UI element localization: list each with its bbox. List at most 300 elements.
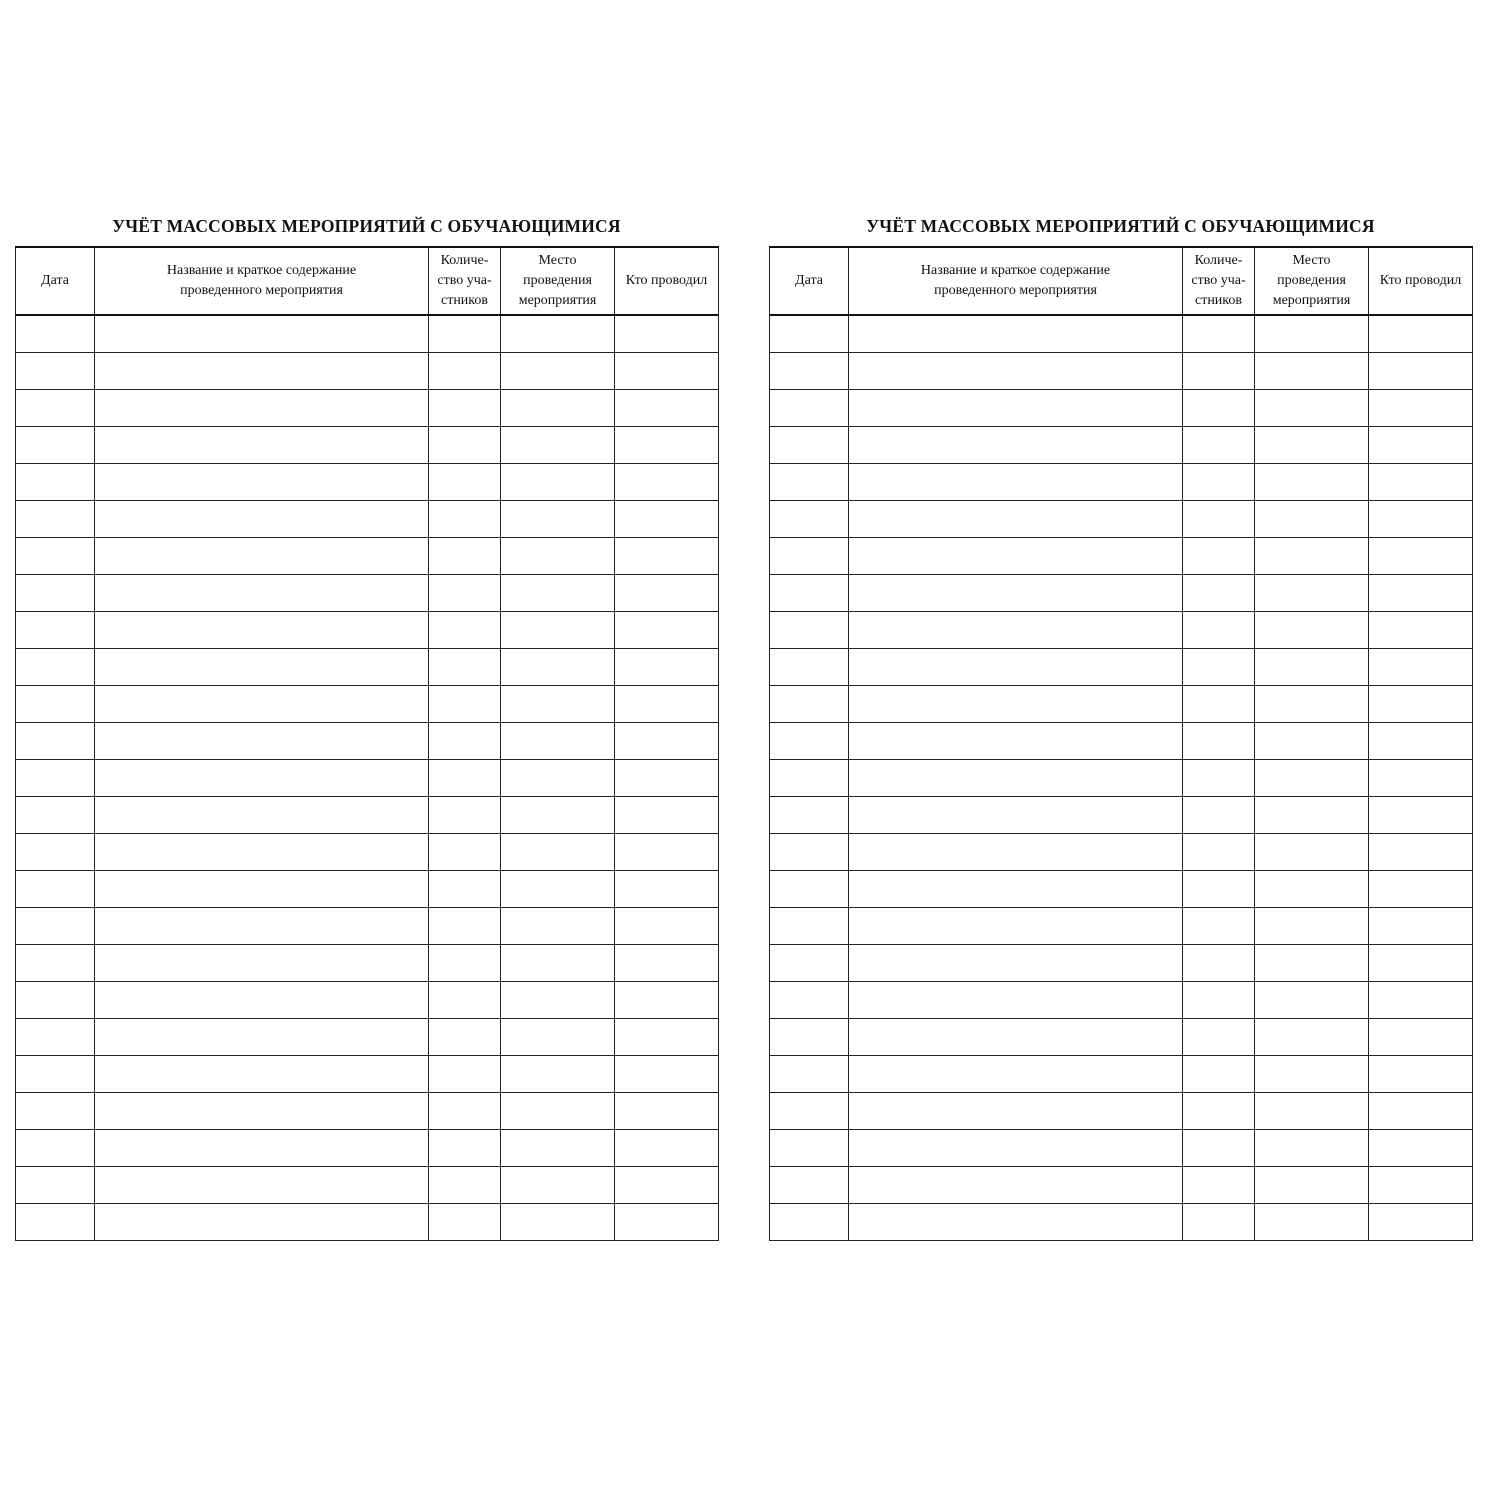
participants-cell[interactable] [429, 1018, 501, 1055]
event-name-cell[interactable] [95, 426, 429, 463]
conducted-by-cell[interactable] [1369, 648, 1473, 685]
event-name-cell[interactable] [95, 944, 429, 981]
date-cell[interactable] [16, 648, 95, 685]
table-row [770, 500, 1473, 537]
conducted-by-cell[interactable] [1369, 389, 1473, 426]
table-row [16, 944, 719, 981]
venue-cell[interactable] [501, 981, 615, 1018]
venue-cell[interactable] [501, 1055, 615, 1092]
event-name-cell[interactable] [849, 1203, 1183, 1240]
participants-cell[interactable] [1183, 833, 1255, 870]
column-header-participants: Количе- ство уча- стников [429, 247, 501, 315]
event-name-cell[interactable] [95, 315, 429, 352]
conducted-by-cell[interactable] [615, 722, 719, 759]
date-cell[interactable] [770, 1166, 849, 1203]
table-row [16, 611, 719, 648]
table-row [16, 1055, 719, 1092]
conducted-by-cell[interactable] [1369, 611, 1473, 648]
table-row [770, 352, 1473, 389]
event-name-cell[interactable] [95, 722, 429, 759]
date-cell[interactable] [770, 907, 849, 944]
venue-cell[interactable] [1255, 389, 1369, 426]
conducted-by-cell[interactable] [615, 1129, 719, 1166]
date-cell[interactable] [16, 315, 95, 352]
table-row [16, 537, 719, 574]
date-cell[interactable] [770, 315, 849, 352]
conducted-by-cell[interactable] [1369, 1055, 1473, 1092]
date-cell[interactable] [770, 1129, 849, 1166]
venue-cell[interactable] [1255, 870, 1369, 907]
event-name-cell[interactable] [95, 574, 429, 611]
event-name-cell[interactable] [849, 1092, 1183, 1129]
table-row [16, 1092, 719, 1129]
participants-cell[interactable] [429, 611, 501, 648]
events-register-table [769, 246, 1473, 1241]
event-name-cell[interactable] [849, 870, 1183, 907]
venue-cell[interactable] [501, 463, 615, 500]
date-cell[interactable] [16, 500, 95, 537]
date-cell[interactable] [770, 611, 849, 648]
venue-cell[interactable] [1255, 611, 1369, 648]
conducted-by-cell[interactable] [615, 759, 719, 796]
participants-cell[interactable] [1183, 1092, 1255, 1129]
table-row [770, 870, 1473, 907]
conducted-by-cell[interactable] [1369, 759, 1473, 796]
venue-cell[interactable] [501, 685, 615, 722]
venue-cell[interactable] [501, 426, 615, 463]
venue-cell[interactable] [501, 500, 615, 537]
participants-cell[interactable] [429, 981, 501, 1018]
participants-cell[interactable] [429, 648, 501, 685]
participants-cell[interactable] [1183, 722, 1255, 759]
event-name-cell[interactable] [849, 759, 1183, 796]
event-name-cell[interactable] [95, 1018, 429, 1055]
date-cell[interactable] [770, 1055, 849, 1092]
participants-cell[interactable] [1183, 352, 1255, 389]
table-row [770, 1166, 1473, 1203]
conducted-by-cell[interactable] [615, 389, 719, 426]
conducted-by-cell[interactable] [1369, 1018, 1473, 1055]
conducted-by-cell[interactable] [1369, 722, 1473, 759]
table-row [770, 1092, 1473, 1129]
event-name-cell[interactable] [849, 1055, 1183, 1092]
date-cell[interactable] [770, 833, 849, 870]
conducted-by-cell[interactable] [615, 463, 719, 500]
conducted-by-cell[interactable] [615, 981, 719, 1018]
venue-cell[interactable] [1255, 500, 1369, 537]
date-cell[interactable] [16, 1092, 95, 1129]
participants-cell[interactable] [1183, 1055, 1255, 1092]
table-row [16, 1129, 719, 1166]
table-row [770, 907, 1473, 944]
participants-cell[interactable] [1183, 315, 1255, 352]
table-row [770, 611, 1473, 648]
event-name-cell[interactable] [849, 537, 1183, 574]
date-cell[interactable] [16, 1129, 95, 1166]
participants-cell[interactable] [429, 1129, 501, 1166]
date-cell[interactable] [770, 1092, 849, 1129]
conducted-by-cell[interactable] [615, 648, 719, 685]
table-row [16, 426, 719, 463]
venue-cell[interactable] [501, 574, 615, 611]
participants-cell[interactable] [429, 500, 501, 537]
conducted-by-cell[interactable] [615, 500, 719, 537]
date-cell[interactable] [16, 870, 95, 907]
event-name-cell[interactable] [849, 500, 1183, 537]
venue-cell[interactable] [501, 389, 615, 426]
event-name-cell[interactable] [849, 796, 1183, 833]
participants-cell[interactable] [429, 1092, 501, 1129]
participants-cell[interactable] [1183, 574, 1255, 611]
conducted-by-cell[interactable] [1369, 1092, 1473, 1129]
conducted-by-cell[interactable] [1369, 1166, 1473, 1203]
event-name-cell[interactable] [95, 389, 429, 426]
venue-cell[interactable] [1255, 574, 1369, 611]
venue-cell[interactable] [501, 648, 615, 685]
venue-cell[interactable] [501, 1129, 615, 1166]
participants-cell[interactable] [429, 759, 501, 796]
participants-cell[interactable] [1183, 685, 1255, 722]
table-row [16, 389, 719, 426]
table-row [16, 1203, 719, 1240]
table-header-row [16, 247, 719, 315]
venue-cell[interactable] [1255, 1018, 1369, 1055]
date-cell[interactable] [16, 722, 95, 759]
conducted-by-cell[interactable] [615, 870, 719, 907]
event-name-cell[interactable] [849, 1018, 1183, 1055]
event-name-cell[interactable] [849, 426, 1183, 463]
participants-cell[interactable] [429, 907, 501, 944]
conducted-by-cell[interactable] [1369, 500, 1473, 537]
date-cell[interactable] [16, 944, 95, 981]
event-name-cell[interactable] [849, 944, 1183, 981]
event-name-cell[interactable] [849, 315, 1183, 352]
conducted-by-cell[interactable] [1369, 352, 1473, 389]
table-row [770, 1018, 1473, 1055]
date-cell[interactable] [770, 463, 849, 500]
date-cell[interactable] [16, 389, 95, 426]
conducted-by-cell[interactable] [615, 944, 719, 981]
date-cell[interactable] [770, 870, 849, 907]
event-name-cell[interactable] [849, 907, 1183, 944]
conducted-by-cell[interactable] [1369, 463, 1473, 500]
participants-cell[interactable] [429, 352, 501, 389]
date-cell[interactable] [770, 389, 849, 426]
conducted-by-cell[interactable] [1369, 1129, 1473, 1166]
event-name-cell[interactable] [95, 1129, 429, 1166]
conducted-by-cell[interactable] [1369, 833, 1473, 870]
date-cell[interactable] [770, 352, 849, 389]
venue-cell[interactable] [501, 352, 615, 389]
date-cell[interactable] [16, 796, 95, 833]
event-name-cell[interactable] [95, 759, 429, 796]
participants-cell[interactable] [429, 1166, 501, 1203]
venue-cell[interactable] [1255, 648, 1369, 685]
date-cell[interactable] [770, 1203, 849, 1240]
table-row [16, 463, 719, 500]
event-name-cell[interactable] [95, 1203, 429, 1240]
venue-cell[interactable] [501, 759, 615, 796]
event-name-cell[interactable] [95, 500, 429, 537]
participants-cell[interactable] [429, 315, 501, 352]
venue-cell[interactable] [1255, 1203, 1369, 1240]
conducted-by-cell[interactable] [615, 315, 719, 352]
venue-cell[interactable] [1255, 722, 1369, 759]
venue-cell[interactable] [501, 722, 615, 759]
participants-cell[interactable] [1183, 759, 1255, 796]
participants-cell[interactable] [429, 463, 501, 500]
date-cell[interactable] [16, 426, 95, 463]
conducted-by-cell[interactable] [1369, 426, 1473, 463]
venue-cell[interactable] [501, 611, 615, 648]
conducted-by-cell[interactable] [615, 1055, 719, 1092]
date-cell[interactable] [16, 463, 95, 500]
conducted-by-cell[interactable] [1369, 796, 1473, 833]
events-register-table [15, 246, 719, 1241]
event-name-cell[interactable] [849, 981, 1183, 1018]
table-row [16, 759, 719, 796]
date-cell[interactable] [16, 611, 95, 648]
venue-cell[interactable] [1255, 352, 1369, 389]
participants-cell[interactable] [1183, 537, 1255, 574]
conducted-by-cell[interactable] [615, 1092, 719, 1129]
event-name-cell[interactable] [95, 907, 429, 944]
conducted-by-cell[interactable] [615, 426, 719, 463]
conducted-by-cell[interactable] [615, 611, 719, 648]
participants-cell[interactable] [1183, 463, 1255, 500]
table-row [16, 315, 719, 352]
venue-cell[interactable] [501, 870, 615, 907]
event-name-cell[interactable] [95, 870, 429, 907]
conducted-by-cell[interactable] [615, 352, 719, 389]
venue-cell[interactable] [501, 1018, 615, 1055]
participants-cell[interactable] [429, 1055, 501, 1092]
conducted-by-cell[interactable] [615, 537, 719, 574]
venue-cell[interactable] [501, 907, 615, 944]
date-cell[interactable] [770, 722, 849, 759]
table-row [770, 722, 1473, 759]
event-name-cell[interactable] [95, 1166, 429, 1203]
venue-cell[interactable] [1255, 796, 1369, 833]
participants-cell[interactable] [1183, 907, 1255, 944]
conducted-by-cell[interactable] [1369, 574, 1473, 611]
event-name-cell[interactable] [849, 833, 1183, 870]
event-name-cell[interactable] [95, 1092, 429, 1129]
event-name-cell[interactable] [849, 1129, 1183, 1166]
conducted-by-cell[interactable] [1369, 685, 1473, 722]
participants-cell[interactable] [429, 870, 501, 907]
date-cell[interactable] [16, 685, 95, 722]
date-cell[interactable] [770, 685, 849, 722]
table-row [770, 463, 1473, 500]
venue-cell[interactable] [1255, 759, 1369, 796]
date-cell[interactable] [16, 574, 95, 611]
table-row [770, 796, 1473, 833]
table-row [770, 1129, 1473, 1166]
table-row [16, 500, 719, 537]
date-cell[interactable] [770, 648, 849, 685]
date-cell[interactable] [770, 537, 849, 574]
participants-cell[interactable] [1183, 389, 1255, 426]
venue-cell[interactable] [501, 833, 615, 870]
table-row [16, 648, 719, 685]
venue-cell[interactable] [1255, 1055, 1369, 1092]
date-cell[interactable] [16, 537, 95, 574]
date-cell[interactable] [770, 426, 849, 463]
participants-cell[interactable] [429, 796, 501, 833]
date-cell[interactable] [16, 833, 95, 870]
table-row [16, 685, 719, 722]
event-name-cell[interactable] [849, 611, 1183, 648]
table-row [16, 907, 719, 944]
event-name-cell[interactable] [95, 833, 429, 870]
participants-cell[interactable] [429, 944, 501, 981]
participants-cell[interactable] [429, 426, 501, 463]
conducted-by-cell[interactable] [615, 907, 719, 944]
event-name-cell[interactable] [95, 981, 429, 1018]
event-name-cell[interactable] [95, 685, 429, 722]
date-cell[interactable] [16, 907, 95, 944]
event-name-cell[interactable] [95, 1055, 429, 1092]
venue-cell[interactable] [1255, 685, 1369, 722]
event-name-cell[interactable] [95, 537, 429, 574]
participants-cell[interactable] [1183, 1166, 1255, 1203]
column-header-date: Дата [770, 247, 849, 315]
date-cell[interactable] [16, 352, 95, 389]
participants-cell[interactable] [1183, 796, 1255, 833]
date-cell[interactable] [16, 1203, 95, 1240]
date-cell[interactable] [770, 500, 849, 537]
conducted-by-cell[interactable] [1369, 1203, 1473, 1240]
participants-cell[interactable] [429, 574, 501, 611]
event-name-cell[interactable] [849, 574, 1183, 611]
event-name-cell[interactable] [849, 648, 1183, 685]
participants-cell[interactable] [1183, 648, 1255, 685]
participants-cell[interactable] [429, 722, 501, 759]
venue-cell[interactable] [1255, 315, 1369, 352]
date-cell[interactable] [16, 981, 95, 1018]
column-header-conducted-by: Кто проводил [1369, 247, 1473, 315]
conducted-by-cell[interactable] [1369, 981, 1473, 1018]
participants-cell[interactable] [429, 389, 501, 426]
event-name-cell[interactable] [95, 648, 429, 685]
venue-cell[interactable] [1255, 1129, 1369, 1166]
date-cell[interactable] [770, 1018, 849, 1055]
event-name-cell[interactable] [95, 796, 429, 833]
participants-cell[interactable] [1183, 426, 1255, 463]
table-row [16, 722, 719, 759]
event-name-cell[interactable] [95, 352, 429, 389]
page-title: УЧЁТ МАССОВЫХ МЕРОПРИЯТИЙ С ОБУЧАЮЩИМИСЯ [112, 216, 621, 236]
table-header-row [770, 247, 1473, 315]
column-header-event-name: Название и краткое содержание проведенного мероприятия [849, 247, 1183, 315]
participants-cell[interactable] [1183, 611, 1255, 648]
venue-cell[interactable] [1255, 463, 1369, 500]
date-cell[interactable] [770, 981, 849, 1018]
date-cell[interactable] [770, 796, 849, 833]
event-name-cell[interactable] [849, 722, 1183, 759]
participants-cell[interactable] [429, 537, 501, 574]
venue-cell[interactable] [1255, 1092, 1369, 1129]
event-name-cell[interactable] [95, 463, 429, 500]
venue-cell[interactable] [501, 1166, 615, 1203]
venue-cell[interactable] [501, 537, 615, 574]
conducted-by-cell[interactable] [615, 685, 719, 722]
table-row [770, 833, 1473, 870]
conducted-by-cell[interactable] [615, 833, 719, 870]
venue-cell[interactable] [1255, 981, 1369, 1018]
conducted-by-cell[interactable] [1369, 537, 1473, 574]
event-name-cell[interactable] [849, 389, 1183, 426]
table-row [16, 574, 719, 611]
date-cell[interactable] [16, 759, 95, 796]
table-row [770, 537, 1473, 574]
table-body [16, 315, 719, 1240]
date-cell[interactable] [770, 759, 849, 796]
date-cell[interactable] [770, 944, 849, 981]
table-row [770, 315, 1473, 352]
conducted-by-cell[interactable] [1369, 944, 1473, 981]
venue-cell[interactable] [1255, 833, 1369, 870]
venue-cell[interactable] [501, 1203, 615, 1240]
date-cell[interactable] [16, 1166, 95, 1203]
event-name-cell[interactable] [849, 352, 1183, 389]
table-row [16, 352, 719, 389]
participants-cell[interactable] [1183, 944, 1255, 981]
conducted-by-cell[interactable] [1369, 907, 1473, 944]
date-cell[interactable] [770, 574, 849, 611]
date-cell[interactable] [16, 1055, 95, 1092]
participants-cell[interactable] [1183, 870, 1255, 907]
participants-cell[interactable] [1183, 981, 1255, 1018]
table-row [770, 1203, 1473, 1240]
venue-cell[interactable] [1255, 1166, 1369, 1203]
venue-cell[interactable] [1255, 944, 1369, 981]
participants-cell[interactable] [1183, 1203, 1255, 1240]
conducted-by-cell[interactable] [615, 1018, 719, 1055]
table-row [16, 833, 719, 870]
venue-cell[interactable] [1255, 426, 1369, 463]
column-header-date: Дата [16, 247, 95, 315]
conducted-by-cell[interactable] [615, 574, 719, 611]
participants-cell[interactable] [1183, 1129, 1255, 1166]
event-name-cell[interactable] [95, 611, 429, 648]
participants-cell[interactable] [429, 1203, 501, 1240]
conducted-by-cell[interactable] [1369, 315, 1473, 352]
table-row [770, 981, 1473, 1018]
venue-cell[interactable] [1255, 537, 1369, 574]
participants-cell[interactable] [1183, 1018, 1255, 1055]
conducted-by-cell[interactable] [1369, 870, 1473, 907]
event-name-cell[interactable] [849, 1166, 1183, 1203]
conducted-by-cell[interactable] [615, 796, 719, 833]
venue-cell[interactable] [501, 1092, 615, 1129]
venue-cell[interactable] [501, 796, 615, 833]
event-name-cell[interactable] [849, 685, 1183, 722]
table-row [770, 574, 1473, 611]
conducted-by-cell[interactable] [615, 1166, 719, 1203]
participants-cell[interactable] [429, 685, 501, 722]
table-row [770, 944, 1473, 981]
venue-cell[interactable] [1255, 907, 1369, 944]
participants-cell[interactable] [1183, 500, 1255, 537]
event-name-cell[interactable] [849, 463, 1183, 500]
date-cell[interactable] [16, 1018, 95, 1055]
venue-cell[interactable] [501, 315, 615, 352]
conducted-by-cell[interactable] [615, 1203, 719, 1240]
participants-cell[interactable] [429, 833, 501, 870]
venue-cell[interactable] [501, 944, 615, 981]
